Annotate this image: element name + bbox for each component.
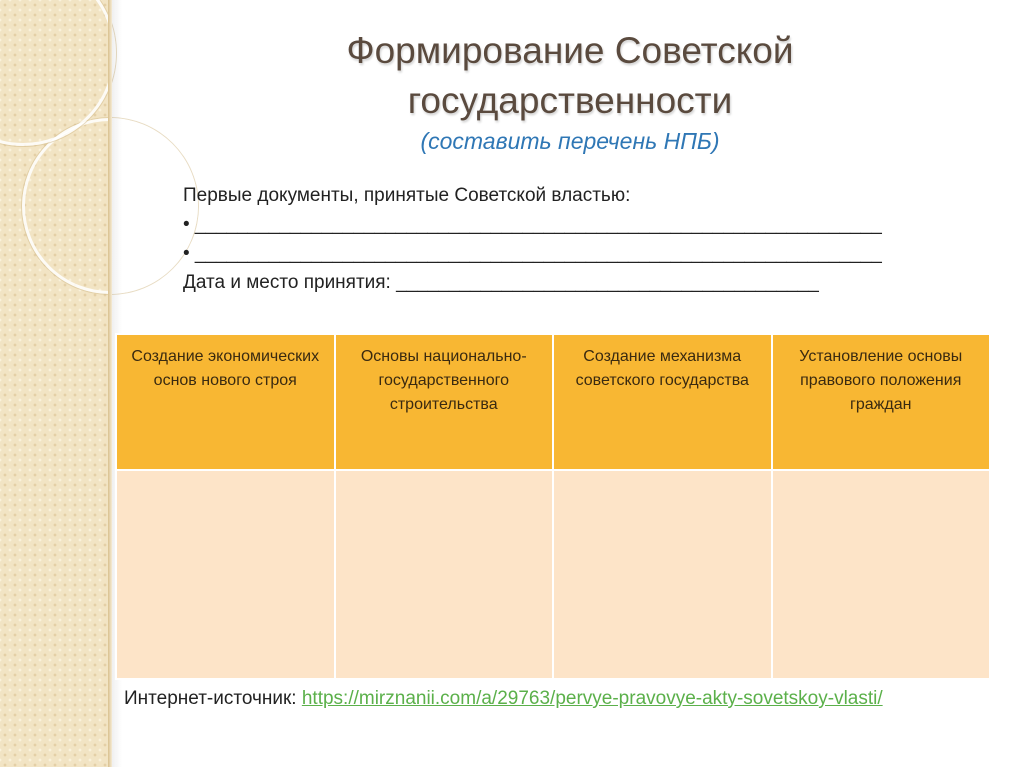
- header-national: Основы национально-государственного строительства: [335, 334, 554, 470]
- table-row: [116, 470, 990, 679]
- blank-bullet-2: • _________________________________________________________________: [183, 243, 882, 264]
- table-header-row: [116, 334, 990, 470]
- source-link[interactable]: https://mirznanii.com/a/29763/pervye-pravovye-akty-sovetskoy-vlasti/: [301, 688, 883, 709]
- blank-bullet-1: • _________________________________________________________________: [183, 214, 882, 235]
- source-note: [124, 684, 1004, 713]
- header-economic: Создание экономических основ нового строя: [116, 334, 335, 470]
- header-mechanism: Создание механизма советского государства: [553, 334, 772, 470]
- header-legal-status: Установление основы правового положения граждан: [772, 334, 991, 470]
- cell-national: [335, 470, 554, 679]
- title-line-2: государственности: [407, 80, 733, 121]
- date-place-line: Дата и место принятия: ________________________________________: [183, 272, 819, 293]
- title-line-1: Формирование Советской: [346, 30, 794, 71]
- directions-table: [115, 333, 991, 680]
- cell-mechanism: [553, 470, 772, 679]
- intro-text: Первые документы, принятые Советской властью:: [183, 185, 631, 206]
- cell-economic: [116, 470, 335, 679]
- cell-legal-status: [772, 470, 991, 679]
- document-list: [183, 181, 1003, 297]
- slide-subtitle: (составить перечень НПБ): [420, 128, 720, 154]
- source-label: Интернет-источник:: [124, 688, 302, 709]
- slide-title: [200, 26, 940, 126]
